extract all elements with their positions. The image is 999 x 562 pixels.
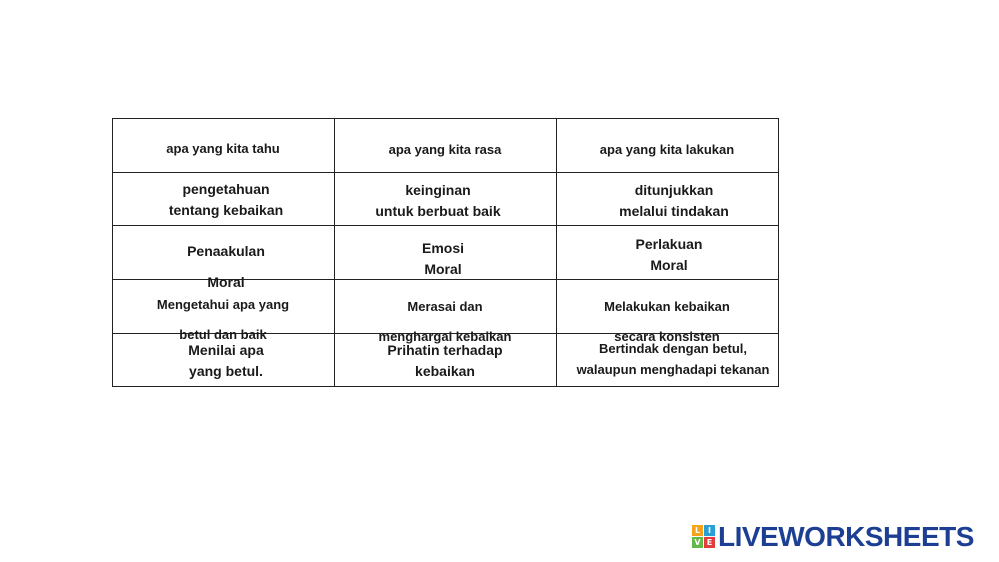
cell-text: betul dan baik (179, 326, 267, 342)
liveworksheets-logo[interactable] (692, 522, 974, 552)
header-label: apa yang kita lakukan (599, 141, 735, 157)
cell-text: Prihatin terhadap (387, 342, 503, 358)
header-label: apa yang kita rasa (388, 141, 502, 157)
cell-text: Moral (207, 274, 245, 290)
cell-text: walaupun menghadapi tekanan (576, 362, 770, 377)
header-cell-feel (334, 139, 556, 159)
cell-r2-c1 (112, 243, 340, 290)
table-border (112, 386, 779, 387)
logo-text: LIVEWORKSHEETS (718, 521, 974, 552)
table-row-divider (112, 172, 779, 173)
logo-block: L (692, 525, 703, 536)
cell-text: untuk berbuat baik (375, 203, 501, 219)
cell-r1-c3 (563, 180, 785, 222)
liveworksheets-blocks-icon (692, 525, 716, 549)
cell-text: ditunjukkan (634, 182, 714, 198)
logo-block: E (704, 537, 715, 548)
cell-text: yang betul. (189, 363, 263, 379)
cell-text: melalui tindakan (619, 203, 729, 219)
table-border (112, 118, 779, 119)
cell-text: Menilai apa (188, 342, 264, 358)
cell-r2-c2 (332, 238, 554, 280)
cell-text: Melakukan kebaikan (604, 298, 730, 314)
cell-text: Emosi (421, 240, 464, 256)
cell-r1-c2 (327, 180, 549, 222)
cell-text: Perlakuan (635, 236, 703, 252)
cell-text: Moral (650, 257, 688, 273)
logo-block: I (704, 525, 715, 536)
header-cell-do (556, 139, 778, 159)
cell-text: menghargai kebaikan (378, 328, 512, 344)
cell-r3-c1 (112, 293, 334, 345)
cell-r4-c2 (334, 340, 556, 382)
worksheet-table (112, 118, 779, 387)
cell-text: pengetahuan (182, 181, 270, 197)
cell-r2-c3 (558, 234, 780, 276)
cell-text: secara konsisten (614, 328, 720, 344)
cell-text: keinginan (405, 182, 471, 198)
cell-r4-c1 (112, 340, 340, 382)
table-row-divider (112, 225, 779, 226)
cell-text: Moral (424, 261, 462, 277)
cell-text: Penaakulan (187, 243, 265, 259)
cell-text: Mengetahui apa yang (156, 296, 290, 312)
header-cell-know (112, 138, 334, 158)
cell-text: kebaikan (415, 363, 475, 379)
logo-block: V (692, 537, 703, 548)
header-label: apa yang kita tahu (166, 140, 280, 156)
cell-text: Bertindak dengan betul, (598, 341, 748, 356)
cell-text: tentang kebaikan (168, 202, 284, 218)
cell-r1-c1 (112, 179, 340, 221)
cell-text: Merasai dan (407, 298, 483, 314)
cell-r4-c3 (562, 338, 784, 380)
